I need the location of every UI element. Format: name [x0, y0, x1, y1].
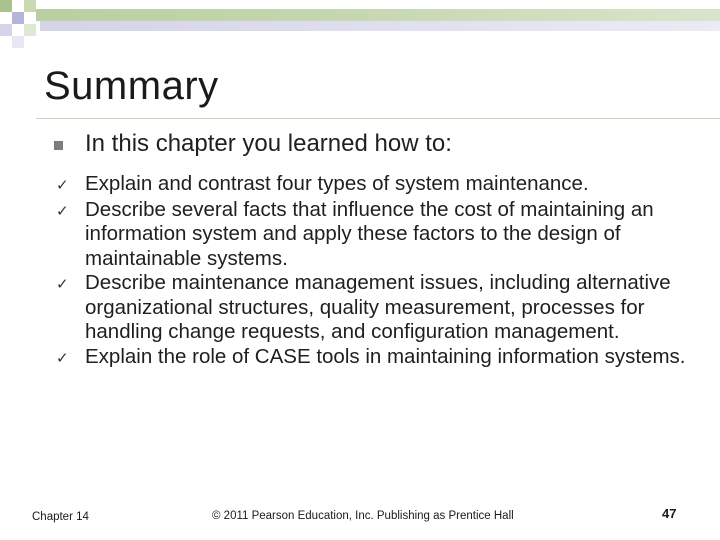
- list-item: [56, 172, 696, 198]
- title-divider: [36, 118, 720, 119]
- page-number: 47: [662, 506, 677, 521]
- top-band-green: [36, 9, 720, 21]
- list-item-text: Describe maintenance management issues, including alternative organizational structures, quality measurement, processes for handling change requests, and configuration management.: [85, 271, 671, 343]
- list-item: [56, 345, 696, 371]
- list-item-text: Describe several facts that influence the cost of maintaining an information system and apply these factors to the design of maintainable systems.: [85, 197, 654, 270]
- check-icon: ✓: [56, 275, 69, 293]
- list-item-text: Explain and contrast four types of system maintenance.: [85, 172, 589, 195]
- check-icon: ✓: [56, 348, 69, 367]
- intro-text: In this chapter you learned how to:: [85, 130, 452, 157]
- footer-copyright: © 2011 Pearson Education, Inc. Publishing as Prentice Hall: [212, 510, 514, 522]
- intro-bullet: [54, 130, 452, 158]
- top-band-lavender: [40, 21, 720, 31]
- square-bullet-icon: [54, 141, 63, 150]
- check-icon: ✓: [56, 176, 69, 194]
- list-item-text: Explain the role of CASE tools in maintaining information systems.: [85, 344, 686, 368]
- objectives-list: [56, 172, 696, 370]
- check-icon: ✓: [56, 201, 69, 220]
- list-item: [56, 198, 696, 272]
- list-item: [56, 271, 696, 345]
- slide-title: Summary: [44, 64, 219, 108]
- footer-chapter: Chapter 14: [32, 511, 89, 523]
